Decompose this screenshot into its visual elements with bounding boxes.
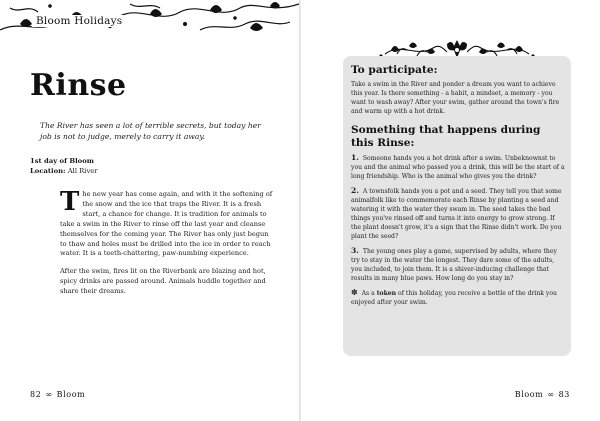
folio-label-right: Bloom	[514, 390, 544, 399]
list-item	[351, 186, 565, 241]
body-paragraph-1	[60, 187, 274, 259]
token-line	[351, 288, 565, 307]
item-text: A townsfolk hands you a pot and a seed. They tell you that some animalfolk like to commemorate each Rinse by planting a seed and watering it with the water they swam in. The seed takes the bad things you've rinsed off and turns it into energy to grow strong. If the plant doesn't grow, it's a sign that the Rinse didn't work. Do you plant the seed?	[351, 188, 562, 240]
page-title: Rinse	[30, 68, 127, 103]
holiday-meta	[30, 156, 98, 176]
item-number: 2.	[351, 186, 359, 195]
item-number: 1.	[351, 153, 359, 162]
participate-text: Take a swim in the River and ponder a dream you want to achieve this year. Is there something - a habit, a mindset, a memory - you want to wash away? After your swim, gather around the town's fire and warm up with a hot drink.	[351, 81, 560, 115]
header-label: Bloom Holidays	[32, 15, 126, 27]
body-paragraph-1-text: he new year has come again, and with it the softening of the snow and the ice that traps the River. It is a fresh start, a chance for change. It is tradition for animals to take a swim in the River to rinse off the last year and cleanse themselves for the coming year. The River has only just begun to thaw and holes must be drilled into the ice in order to reach water. It is a teeth-chattering, paw-numbing experience.	[60, 190, 273, 258]
participate-heading: To participate:	[351, 64, 438, 76]
token-flower-icon: ✽	[351, 288, 358, 297]
folio-left	[30, 390, 85, 399]
happens-heading: Something that happens during this Rinse:	[351, 124, 541, 149]
body-paragraph-2: After the swim, fires lit on the Riverbank are blazing and hot, spicy drinks are passed around. Animals huddle together and share their dreams.	[60, 267, 266, 296]
list-item	[351, 153, 565, 181]
info-panel	[343, 56, 571, 356]
right-page	[301, 0, 600, 421]
epigraph: The River has seen a lot of terrible secrets, but today her job is not to judge, merely to carry it away.	[40, 121, 261, 141]
item-number: 3.	[351, 246, 359, 255]
item-text: Someone hands you a hot drink after a swim. Unbeknownst to you and the animal who passed you a drink, this will be the start of a long friendship. Who is the animal who gives you the drink?	[351, 155, 565, 180]
token-bold: token	[376, 290, 397, 297]
body-text	[60, 187, 274, 305]
page-number-right: 83	[558, 390, 570, 399]
page-number-left: 82	[30, 390, 42, 399]
drop-cap: T	[60, 187, 80, 217]
day-label: 1st day of Bloom	[30, 157, 94, 165]
infinity-knot-icon: ∞	[45, 390, 53, 399]
folio-label-left: Bloom	[56, 390, 86, 399]
left-page	[0, 0, 299, 421]
header-band	[0, 0, 299, 36]
infinity-knot-icon: ∞	[547, 390, 555, 399]
item-text: The young ones play a game, supervised by adults, where they try to stay in the water the longest. They dare some of the adults, you included, to join them. It is a shiver-inducing challenge that results in many blue paws. How long do you stay in?	[351, 248, 557, 282]
list-item	[351, 246, 565, 283]
folio-right	[515, 390, 570, 399]
token-suffix: of this holiday, you receive a bottle of the drink you enjoyed after your swim.	[351, 290, 557, 306]
location-value: All River	[67, 167, 98, 175]
location-label: Location:	[30, 167, 66, 175]
token-prefix: As a	[361, 290, 375, 297]
info-panel-content	[351, 64, 565, 312]
